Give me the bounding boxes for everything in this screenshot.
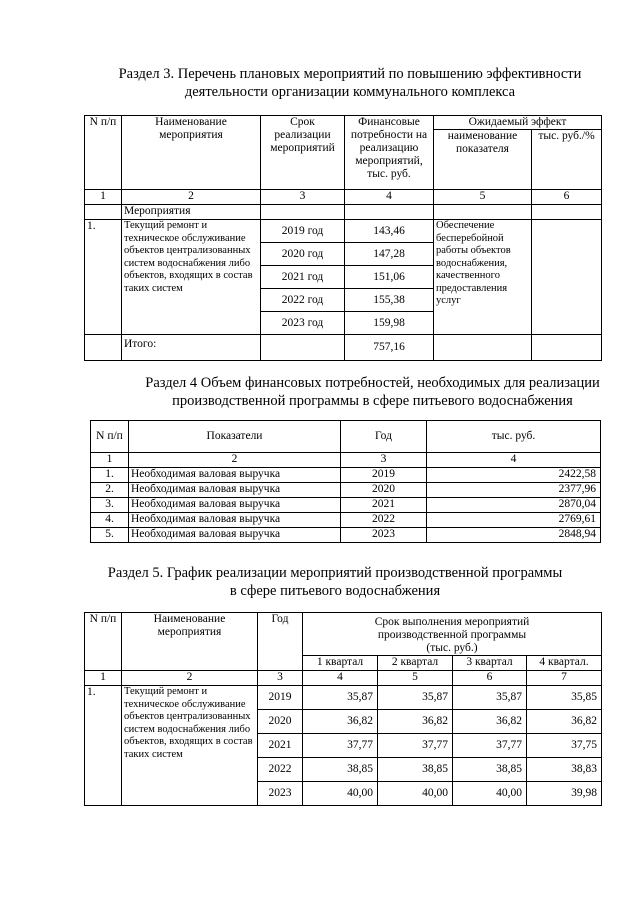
s4-row-name: Необходимая валовая выручка bbox=[129, 483, 341, 498]
s5-row-q1: 36,82 bbox=[303, 710, 378, 734]
s4-row-year: 2020 bbox=[341, 483, 427, 498]
s5-row-q4: 37,75 bbox=[527, 734, 602, 758]
s4-col-number: 1 bbox=[91, 453, 129, 468]
s4-row-num: 2. bbox=[91, 483, 129, 498]
s5-col-number: 7 bbox=[527, 671, 602, 686]
s5-col-number: 5 bbox=[378, 671, 453, 686]
s3-col-number: 5 bbox=[434, 190, 532, 205]
s4-header-num: N п/п bbox=[91, 421, 129, 453]
s4-col-number: 2 bbox=[129, 453, 341, 468]
s5-row-q3: 35,87 bbox=[453, 686, 527, 710]
s5-header-num: N п/п bbox=[85, 613, 122, 671]
section5-table bbox=[84, 612, 602, 806]
s3-header-effect: Ожидаемый эффект bbox=[434, 116, 602, 130]
s5-row-year: 2023 bbox=[258, 782, 303, 806]
s5-row-year: 2022 bbox=[258, 758, 303, 782]
s3-year: 2022 год bbox=[261, 289, 345, 312]
section3-title-line1: Раздел 3. Перечень плановых мероприятий по повышению эффективности bbox=[118, 66, 582, 82]
s3-header-effect-name: наименование показателя bbox=[434, 130, 532, 190]
s5-row-q3: 37,77 bbox=[453, 734, 527, 758]
s5-col-number: 6 bbox=[453, 671, 527, 686]
s3-col-number: 4 bbox=[345, 190, 434, 205]
s4-row-value: 2870,04 bbox=[427, 498, 601, 513]
s5-header-name: Наименование мероприятия bbox=[122, 613, 258, 671]
section5-title-line2: в сфере питьевого водоснабжения bbox=[229, 583, 441, 599]
s4-row-year: 2019 bbox=[341, 468, 427, 483]
s5-row-q3: 38,85 bbox=[453, 758, 527, 782]
s5-header-q1: 1 квартал bbox=[303, 656, 378, 671]
s5-header-q4: 4 квартал. bbox=[527, 656, 602, 671]
s4-row-num: 4. bbox=[91, 513, 129, 528]
s3-year: 2021 год bbox=[261, 266, 345, 289]
section3-title bbox=[60, 65, 640, 101]
section4-table bbox=[90, 420, 601, 543]
s4-col-number: 3 bbox=[341, 453, 427, 468]
s4-row-num: 3. bbox=[91, 498, 129, 513]
s4-row-value: 2422,58 bbox=[427, 468, 601, 483]
s3-total-label: Итого: bbox=[122, 335, 261, 361]
s3-col-number: 3 bbox=[261, 190, 345, 205]
section5-title bbox=[75, 564, 595, 600]
s5-header-q2: 2 квартал bbox=[378, 656, 453, 671]
s3-amount: 159,98 bbox=[345, 312, 434, 335]
s3-row-effect: Обеспечение бесперебойной работы объектов водоснабжения, качественного предоставления услуг bbox=[434, 220, 532, 335]
s5-row-q2: 35,87 bbox=[378, 686, 453, 710]
s4-row-year: 2021 bbox=[341, 498, 427, 513]
s4-row-value: 2848,94 bbox=[427, 528, 601, 543]
section4-title bbox=[110, 374, 635, 410]
s5-row-q3: 40,00 bbox=[453, 782, 527, 806]
section5-title-line1: Раздел 5. График реализации мероприятий производственной программы bbox=[107, 565, 563, 581]
s5-header-term: Срок выполнения мероприятий производственной программы (тыс. руб.) bbox=[303, 613, 602, 656]
s4-row-num: 5. bbox=[91, 528, 129, 543]
s3-header-name: Наименование мероприятия bbox=[122, 116, 261, 190]
s5-col-number: 4 bbox=[303, 671, 378, 686]
s3-amount: 143,46 bbox=[345, 220, 434, 243]
s4-row-year: 2023 bbox=[341, 528, 427, 543]
s3-amount: 155,38 bbox=[345, 289, 434, 312]
s3-total-value: 757,16 bbox=[345, 335, 434, 361]
section3-title-line2: деятельности организации коммунального комплекса bbox=[184, 84, 516, 100]
s4-row-name: Необходимая валовая выручка bbox=[129, 468, 341, 483]
s5-row-q2: 37,77 bbox=[378, 734, 453, 758]
s3-col-number: 6 bbox=[532, 190, 602, 205]
s4-row-year: 2022 bbox=[341, 513, 427, 528]
s5-row-year: 2021 bbox=[258, 734, 303, 758]
s4-header-year: Год bbox=[341, 421, 427, 453]
s3-amount: 151,06 bbox=[345, 266, 434, 289]
s3-header-num: N п/п bbox=[85, 116, 122, 190]
s3-year: 2023 год bbox=[261, 312, 345, 335]
s3-header-finance: Финансовые потребности на реализацию мероприятий, тыс. руб. bbox=[345, 116, 434, 190]
s5-col-number: 1 bbox=[85, 671, 122, 686]
s3-header-term: Срок реализации мероприятий bbox=[261, 116, 345, 190]
s3-row-num: 1. bbox=[85, 220, 122, 335]
s3-year: 2019 год bbox=[261, 220, 345, 243]
s5-row-q4: 39,98 bbox=[527, 782, 602, 806]
s3-header-effect-rub: тыс. руб./% bbox=[532, 130, 602, 190]
s3-col-number: 1 bbox=[85, 190, 122, 205]
s5-row-q1: 38,85 bbox=[303, 758, 378, 782]
s5-col-number: 2 bbox=[122, 671, 258, 686]
s3-amount: 147,28 bbox=[345, 243, 434, 266]
section3-table bbox=[84, 115, 602, 361]
s3-group-label: Мероприятия bbox=[122, 205, 261, 220]
s5-header-year: Год bbox=[258, 613, 303, 671]
s5-row-q1: 37,77 bbox=[303, 734, 378, 758]
s5-row-q1: 35,87 bbox=[303, 686, 378, 710]
s4-col-number: 4 bbox=[427, 453, 601, 468]
s4-row-name: Необходимая валовая выручка bbox=[129, 528, 341, 543]
s3-col-number: 2 bbox=[122, 190, 261, 205]
s5-row-num: 1. bbox=[85, 686, 122, 806]
s5-row-q4: 38,83 bbox=[527, 758, 602, 782]
s5-header-q3: 3 квартал bbox=[453, 656, 527, 671]
s5-row-q1: 40,00 bbox=[303, 782, 378, 806]
s3-year: 2020 год bbox=[261, 243, 345, 266]
s5-row-q4: 35,85 bbox=[527, 686, 602, 710]
s5-col-number: 3 bbox=[258, 671, 303, 686]
s4-row-value: 2769,61 bbox=[427, 513, 601, 528]
s5-row-q3: 36,82 bbox=[453, 710, 527, 734]
s5-row-name: Текущий ремонт и техническое обслуживание объектов централизованных систем водоснабжения либо объектов, входящих в состав таких систем bbox=[122, 686, 258, 806]
s3-row-name: Текущий ремонт и техническое обслуживание объектов централизованных систем водоснабжения либо объектов, входящих в состав таких систем bbox=[122, 220, 261, 335]
s4-row-name: Необходимая валовая выручка bbox=[129, 513, 341, 528]
s4-row-name: Необходимая валовая выручка bbox=[129, 498, 341, 513]
s4-header-indicator: Показатели bbox=[129, 421, 341, 453]
s5-row-q4: 36,82 bbox=[527, 710, 602, 734]
section4-title-line1: Раздел 4 Объем финансовых потребностей, необходимых для реализации bbox=[145, 375, 600, 391]
s4-header-value: тыс. руб. bbox=[427, 421, 601, 453]
s5-row-q2: 38,85 bbox=[378, 758, 453, 782]
s4-row-num: 1. bbox=[91, 468, 129, 483]
s5-row-q2: 40,00 bbox=[378, 782, 453, 806]
section4-title-line2: производственной программы в сфере питьевого водоснабжения bbox=[172, 393, 573, 409]
s4-row-value: 2377,96 bbox=[427, 483, 601, 498]
s5-row-year: 2020 bbox=[258, 710, 303, 734]
s5-row-q2: 36,82 bbox=[378, 710, 453, 734]
s5-row-year: 2019 bbox=[258, 686, 303, 710]
